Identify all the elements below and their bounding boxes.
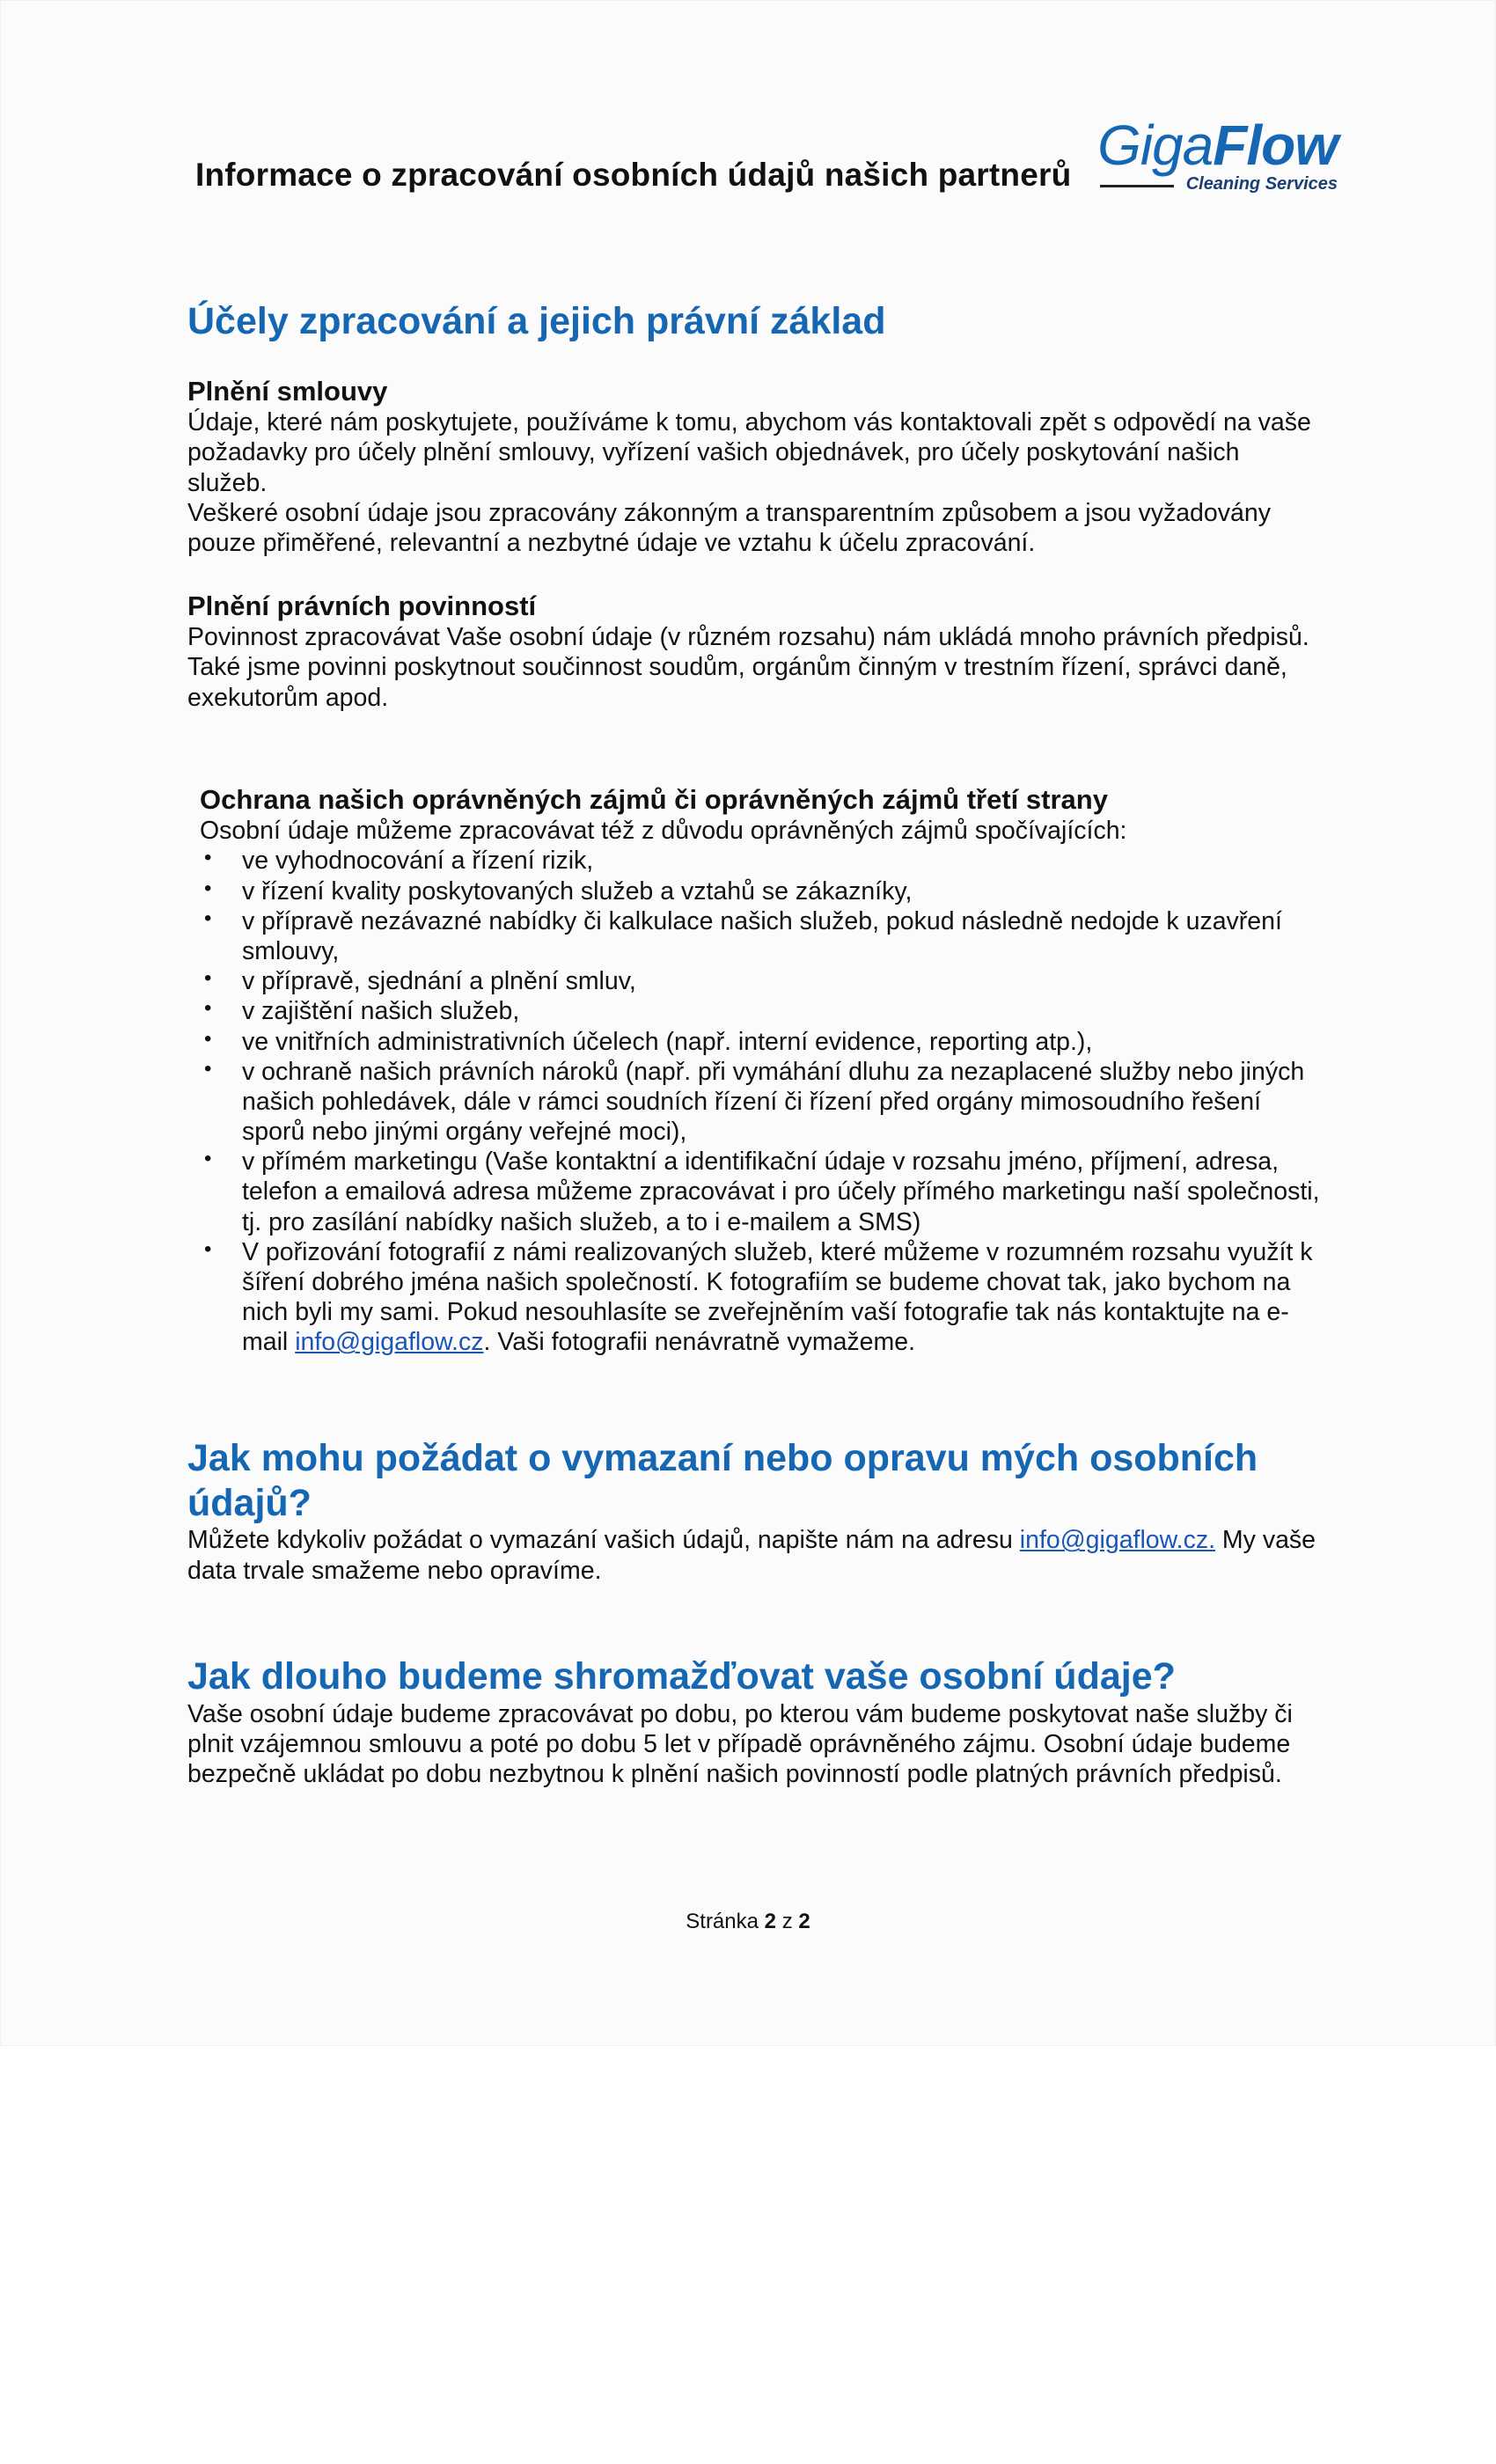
section-heading-purposes: Účely zpracování a jejich právní základ: [187, 300, 886, 342]
contract-paragraph-2: Veškeré osobní údaje jsou zpracovány zákonným a transparentním způsobem a jsou vyžadovány pouze přiměřené, relevantní a nezbytné údaje ve vztahu k účelu zpracování.: [187, 498, 1271, 557]
erasure-email-link[interactable]: info@gigaflow.cz.: [1019, 1526, 1215, 1555]
page-label: Stránka: [686, 1910, 759, 1933]
logo-tagline: Cleaning Services: [1185, 174, 1338, 194]
interests-intro: Osobní údaje můžeme zpracovávat též z důvodu oprávněných zájmů spočívajících:: [200, 817, 1127, 846]
section-heading-retention: Jak dlouho budeme shromažďovat vaše osobní údaje?: [187, 1655, 1176, 1698]
legal-paragraph-2: Také jsme povinni poskytnout součinnost soudům, orgánům činným v trestním řízení, správci daně, exekutorům apod.: [187, 653, 1287, 712]
list-item-photos: [200, 1237, 1323, 1358]
photos-item-end: . Vaši fotografii nenávratně vymažeme.: [483, 1328, 916, 1357]
subsection-legal: [187, 590, 1323, 713]
page-separator: z: [781, 1910, 793, 1933]
list-item: • ve vnitřních administrativních účelech (např. interní evidence, reporting atp.),: [200, 1027, 1323, 1057]
erasure-text-end: My vaše data trvale smažeme nebo opravíme.: [187, 1526, 1316, 1585]
section-heading-erasure: Jak mohu požádat o vymazaní nebo opravu mých osobních údajů?: [187, 1437, 1258, 1524]
subheading-legal: Plnění právních povinností: [187, 590, 537, 621]
interests-list: [200, 846, 1323, 1357]
erasure-paragraph: [187, 1525, 1323, 1585]
list-item: • ve vyhodnocování a řízení rizik,: [200, 846, 1323, 876]
list-item: • v přípravě nezávazné nabídky či kalkulace našich služeb, pokud následně nedojde k uzavření smlouvy,: [200, 906, 1323, 966]
section-erasure: [187, 1436, 1323, 1586]
page-total: 2: [798, 1910, 810, 1933]
list-item: • v přípravě, sjednání a plnění smluv,: [200, 966, 1323, 996]
subheading-interests: Ochrana našich oprávněných zájmů či oprávněných zájmů třetí strany: [200, 784, 1108, 815]
document-title: Informace o zpracování osobních údajů našich partnerů: [195, 157, 1072, 193]
erasure-text: Můžete kdykoliv požádat o vymazání vašich údajů, napište nám na adresu: [187, 1526, 1020, 1555]
logo-rule: [1100, 185, 1174, 187]
company-logo: [1097, 113, 1338, 209]
list-item: • v řízení kvality poskytovaných služeb a vztahů se zákazníky,: [200, 876, 1323, 906]
list-item: • v přímém marketingu (Vaše kontaktní a identifikační údaje v rozsahu jméno, příjmení, adresa, telefon a emailová adresa můžeme zpracovávat i pro účely přímého marketingu naší společnosti, tj. pro zasílání nabídky našich služeb, a to i e-mailem a SMS): [200, 1147, 1323, 1237]
contract-paragraph-1: Údaje, které nám poskytujete, používáme k tomu, abychom vás kontaktovali zpět s odpovědí na vaše požadavky pro účely plnění smlouvy, vyřízení vašich objednávek, pro účely poskytování našich služeb.: [187, 408, 1311, 497]
legal-paragraph-1: Povinnost zpracovávat Vaše osobní údaje (v různém rozsahu) nám ukládá mnoho právních předpisů.: [187, 623, 1309, 652]
subheading-contract: Plnění smlouvy: [187, 376, 388, 407]
photos-item-text: V pořizování fotografií z námi realizovaných služeb, které můžeme v rozumném rozsahu využít k šíření dobrého jména našich společností. K fotografiím se budeme chovat tak, jako bychom na nich byli my sami. Pokud nesouhlasíte se zveřejněním vaší fotografie tak nás kontaktujte na e-mail: [242, 1237, 1313, 1357]
list-item: • v zajištění našich služeb,: [200, 996, 1323, 1026]
photos-email-link[interactable]: info@gigaflow.cz: [295, 1328, 484, 1357]
logo-wordmark: GigaFlow: [1097, 114, 1338, 177]
section-purposes: [187, 299, 1323, 344]
list-item: • v ochraně našich právních nároků (např. při vymáhání dluhu za nezaplacené služby nebo jiných našich pohledávek, dále v rámci soudních řízení či řízení před orgány mimosoudního řešení sporů nebo jinými orgány veřejné moci),: [200, 1057, 1323, 1148]
page-current: 2: [764, 1910, 777, 1933]
section-retention: [187, 1654, 1323, 1789]
subsection-contract: [187, 375, 1323, 558]
retention-paragraph: Vaše osobní údaje budeme zpracovávat po dobu, po kterou vám budeme poskytovat naše služby či plnit vzájemnou smlouvu a poté po dobu 5 let v případě oprávněného zájmu. Osobní údaje budeme bezpečně ukládat po dobu nezbytnou k plnění našich povinností podle platných právních předpisů.: [187, 1699, 1293, 1789]
page-number: [0, 1910, 1496, 1934]
subsection-interests: [200, 783, 1323, 1358]
